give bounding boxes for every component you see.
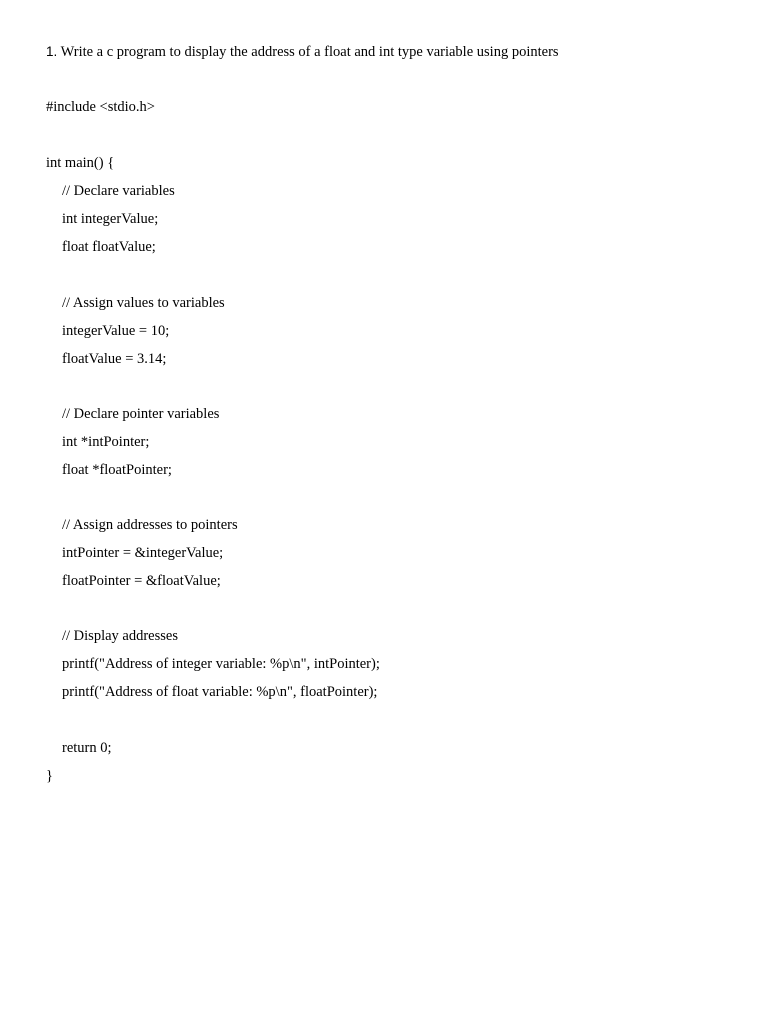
code-line-printf-float: printf("Address of float variable: %p\n", floatPointer); — [62, 684, 378, 700]
code-line-return: return 0; — [62, 740, 112, 756]
question-number: 1. — [46, 44, 58, 59]
code-line-comment-addresses: // Assign addresses to pointers — [62, 517, 238, 533]
code-line-comment-pointers: // Declare pointer variables — [62, 406, 220, 422]
code-line-closing-brace: } — [46, 768, 53, 784]
code-line-comment-assign: // Assign values to variables — [62, 295, 225, 311]
code-line-main-signature: int main() { — [46, 155, 115, 171]
code-line-int-declaration: int integerValue; — [62, 211, 159, 227]
code-line-comment-display: // Display addresses — [62, 628, 178, 644]
question-heading — [46, 43, 559, 61]
code-line-float-pointer-assign: floatPointer = &floatValue; — [62, 573, 221, 589]
code-line-int-pointer-assign: intPointer = &integerValue; — [62, 545, 224, 561]
code-line-float-assign: floatValue = 3.14; — [62, 351, 167, 367]
code-line-comment-declare: // Declare variables — [62, 183, 175, 199]
code-line-float-declaration: float floatValue; — [62, 239, 156, 255]
code-line-include: #include <stdio.h> — [46, 99, 155, 115]
code-line-int-pointer: int *intPointer; — [62, 434, 150, 450]
code-line-int-assign: integerValue = 10; — [62, 323, 170, 339]
code-line-float-pointer: float *floatPointer; — [62, 462, 172, 478]
question-text: Write a c program to display the address of a float and int type variable using pointers — [57, 44, 559, 60]
code-line-printf-int: printf("Address of integer variable: %p\n", intPointer); — [62, 656, 380, 672]
